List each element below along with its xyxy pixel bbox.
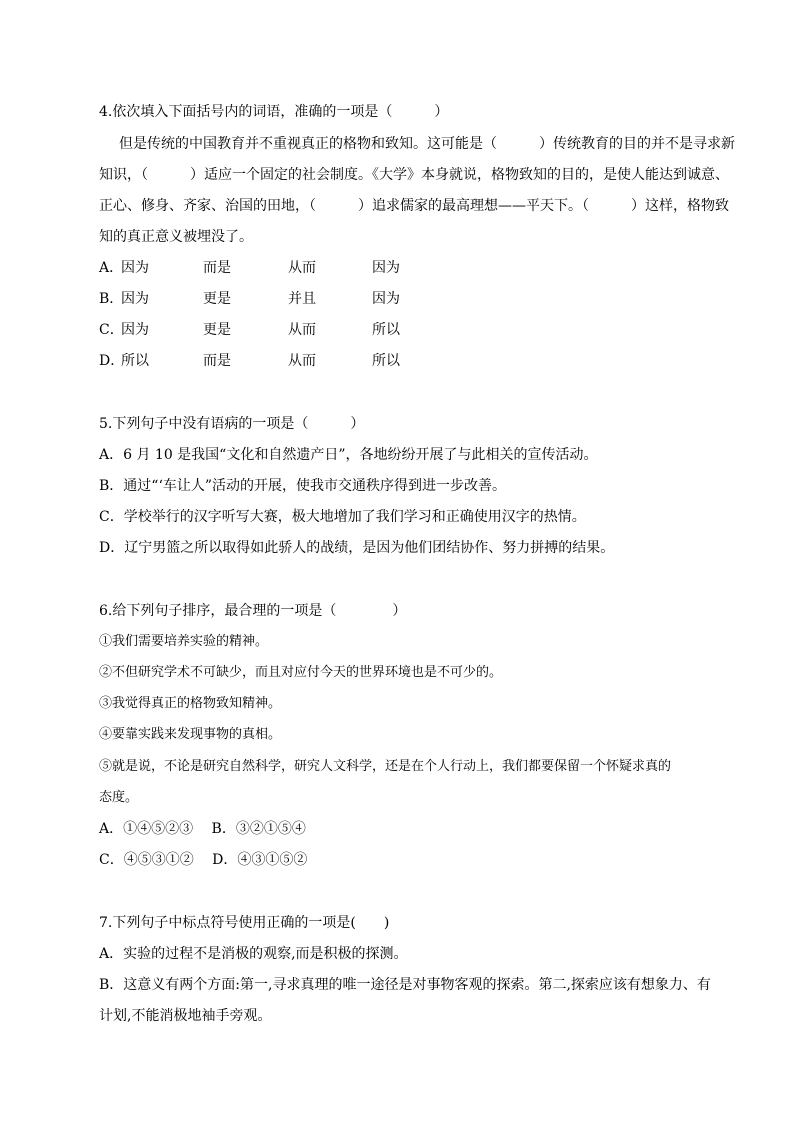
question-4-stem: 4.依次填入下面括号内的词语，准确的一项是（ ） xyxy=(99,104,449,120)
option-word: 因为 xyxy=(121,291,149,307)
question-7-stem: 7.下列句子中标点符号使用正确的一项是( ) xyxy=(99,915,390,931)
option-word: 更是 xyxy=(203,322,231,338)
question-7-option-b: B．这意义有两个方面:第一,寻求真理的唯一途径是对事物客观的探索。第二,探索应该有想象力、有 xyxy=(99,977,711,993)
question-5-option-d: D．辽宁男篮之所以取得如此骄人的战绩，是因为他们团结协作、努力拼搏的结果。 xyxy=(99,540,615,556)
question-7-option-a: A．实验的过程不是消极的观察,而是积极的探测。 xyxy=(99,946,408,962)
option-word: 所以 xyxy=(372,322,400,338)
question-6-options-row: A．①④⑤②③ B．③②①⑤④ xyxy=(99,821,306,837)
question-4-option-b xyxy=(99,290,419,308)
question-6-sentence: ①我们需要培养实验的精神。 xyxy=(99,634,269,649)
option-word: 并且 xyxy=(288,291,316,307)
question-5-option-b: B．通过“‘车让人”活动的开展，使我市交通秩序得到进一步改善。 xyxy=(99,478,507,494)
question-4-option-d xyxy=(99,352,419,370)
option-word: 从而 xyxy=(288,353,316,369)
option-word: 更是 xyxy=(203,291,231,307)
option-word: 而是 xyxy=(203,353,231,369)
option-word: 所以 xyxy=(121,353,149,369)
question-4-option-c xyxy=(99,321,419,339)
option-letter: A． xyxy=(99,260,124,276)
question-6-sentence: ⑤就是说，不论是研究自然科学，研究人文科学，还是在个人行动上，我们都要保留一个怀疑求真的 xyxy=(99,759,672,774)
question-5-option-c: C．学校举行的汉字听写大赛，极大地增加了我们学习和正确使用汉字的热情。 xyxy=(99,509,586,525)
question-6-sentence: ④要靠实践来发现事物的真相。 xyxy=(99,727,282,742)
option-word: 而是 xyxy=(203,260,231,276)
question-5-option-a: A．6 月 10 是我国“文化和自然遗产日”，各地纷纷开展了与此相关的宣传活动。 xyxy=(99,447,598,463)
option-word: 因为 xyxy=(121,322,149,338)
question-4-passage-line: 但是传统的中国教育并不重视真正的格物和致知。这可能是（ ）传统教育的目的并不是寻求新 xyxy=(119,136,735,152)
option-letter: D． xyxy=(99,353,125,369)
question-7-option-b-continued: 计划,不能消极地袖手旁观。 xyxy=(99,1008,272,1024)
question-5-stem: 5.下列句子中没有语病的一项是（ ） xyxy=(99,416,365,432)
option-letter: C． xyxy=(99,322,124,338)
question-4-option-a xyxy=(99,259,419,277)
option-word: 所以 xyxy=(372,353,400,369)
question-4-passage-line: 正心、修身、齐家、治国的田地，（ ）追求儒家的最高理想——平天下。（ ）这样，格物致 xyxy=(99,198,729,214)
question-4-passage-line: 知的真正意义被埋没了。 xyxy=(99,229,253,245)
option-word: 因为 xyxy=(121,260,149,276)
option-word: 因为 xyxy=(372,291,400,307)
option-letter: B． xyxy=(99,291,124,307)
option-word: 从而 xyxy=(288,322,316,338)
question-6-sentence: 态度。 xyxy=(99,790,139,805)
question-6-sentence: ②不但研究学术不可缺少，而且对应付今天的世界环境也是不可少的。 xyxy=(99,665,503,680)
option-word: 因为 xyxy=(372,260,400,276)
question-4-passage-line: 知识，（ ）适应一个固定的社会制度。《大学》本身就说，格物致知的目的，是使人能达到诚意、 xyxy=(99,167,729,183)
question-6-options-row: C．④⑤③①② D．④③①⑤② xyxy=(99,852,308,868)
option-word: 从而 xyxy=(288,260,316,276)
question-6-stem: 6.给下列句子排序，最合理的一项是（ ） xyxy=(99,603,407,619)
question-6-sentence: ③我觉得真正的格物致知精神。 xyxy=(99,696,282,711)
